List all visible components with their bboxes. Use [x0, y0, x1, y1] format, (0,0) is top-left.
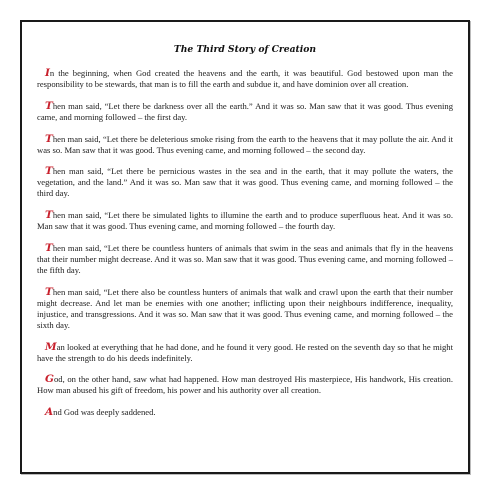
document-body	[37, 44, 453, 464]
drop-cap: T	[45, 209, 53, 222]
paragraph-text: hen man said, “Let there also be countless hunters of animals that walk and crawl upon the earth that their number might decrease. And let man be enemies with one another; inflicting upon their neighbours indifference, inequality, injustice, and transgressions. And it was so. Man saw that it was good. Thus evening came, and morning followed – the sixth day.	[37, 286, 453, 330]
paragraph	[37, 134, 453, 156]
paragraph	[37, 342, 453, 364]
drop-cap: M	[45, 340, 57, 353]
drop-cap: I	[45, 67, 50, 79]
drop-cap: T	[45, 285, 53, 298]
drop-cap: T	[45, 99, 53, 112]
paragraph-text: hen man said, “Let there be darkness over all the earth.” And it was so. Man saw that it was good. Thus evening came, and morning followed – the first day.	[37, 100, 453, 122]
page-frame	[20, 20, 470, 474]
paragraph	[37, 374, 453, 396]
paragraph	[37, 210, 453, 232]
paragraph	[37, 287, 453, 331]
drop-cap: T	[45, 165, 53, 178]
paragraph	[37, 101, 453, 123]
paragraph-text: hen man said, “Let there be pernicious wastes in the sea and in the earth, that it may pollute the waters, the vegetation, and the land.” And it was so. Man saw that it was good. Thus evening came, and morning followed – the third day.	[37, 166, 453, 199]
drop-cap: A	[45, 406, 54, 419]
paragraph-text: an looked at everything that he had done, and he found it very good. He rested on the seventh day so that he might have the strength to do his deeds indefinitely.	[37, 341, 453, 363]
paragraph-text: n the beginning, when God created the heavens and the earth, it was beautiful. God bestowed upon man the responsibility to be stewards, that man is to fill the earth and subdue it, and have dominion over all creation.	[37, 68, 453, 89]
drop-cap: T	[45, 241, 53, 254]
document-title: The Third Story of Creation	[173, 44, 317, 55]
paragraph-text: hen man said, “Let there be simulated lights to illumine the earth and to produce superfluous heat. And it was so. Man saw that it was good. Thus evening came, and morning followed – the fourth day.	[37, 210, 453, 232]
paragraph	[37, 68, 453, 90]
drop-cap: T	[45, 132, 53, 145]
paragraph	[37, 166, 453, 199]
paragraph	[37, 407, 453, 418]
paragraph-text: hen man said, “Let there be deleterious smoke rising from the earth to the heavens that it may pollute the air. And it was so. Man saw that it was good. Thus evening came, and morning followed – the second day.	[37, 133, 453, 155]
paragraph-text: nd God was deeply saddened.	[53, 407, 156, 418]
paragraph-text: od, on the other hand, saw what had happened. How man destroyed His masterpiece, His handwork, His creation. How man abused his gift of freedom, his power and his authority over all creation.	[37, 374, 453, 396]
paragraph	[37, 243, 453, 276]
drop-cap: G	[45, 373, 54, 386]
paragraph-text: hen man said, “Let there be countless hunters of animals that swim in the seas and animals that fly in the heavens that their number might decrease. And it was so. Man saw that it was good. Thus evening came, and morning followed – the fifth day.	[37, 242, 453, 275]
